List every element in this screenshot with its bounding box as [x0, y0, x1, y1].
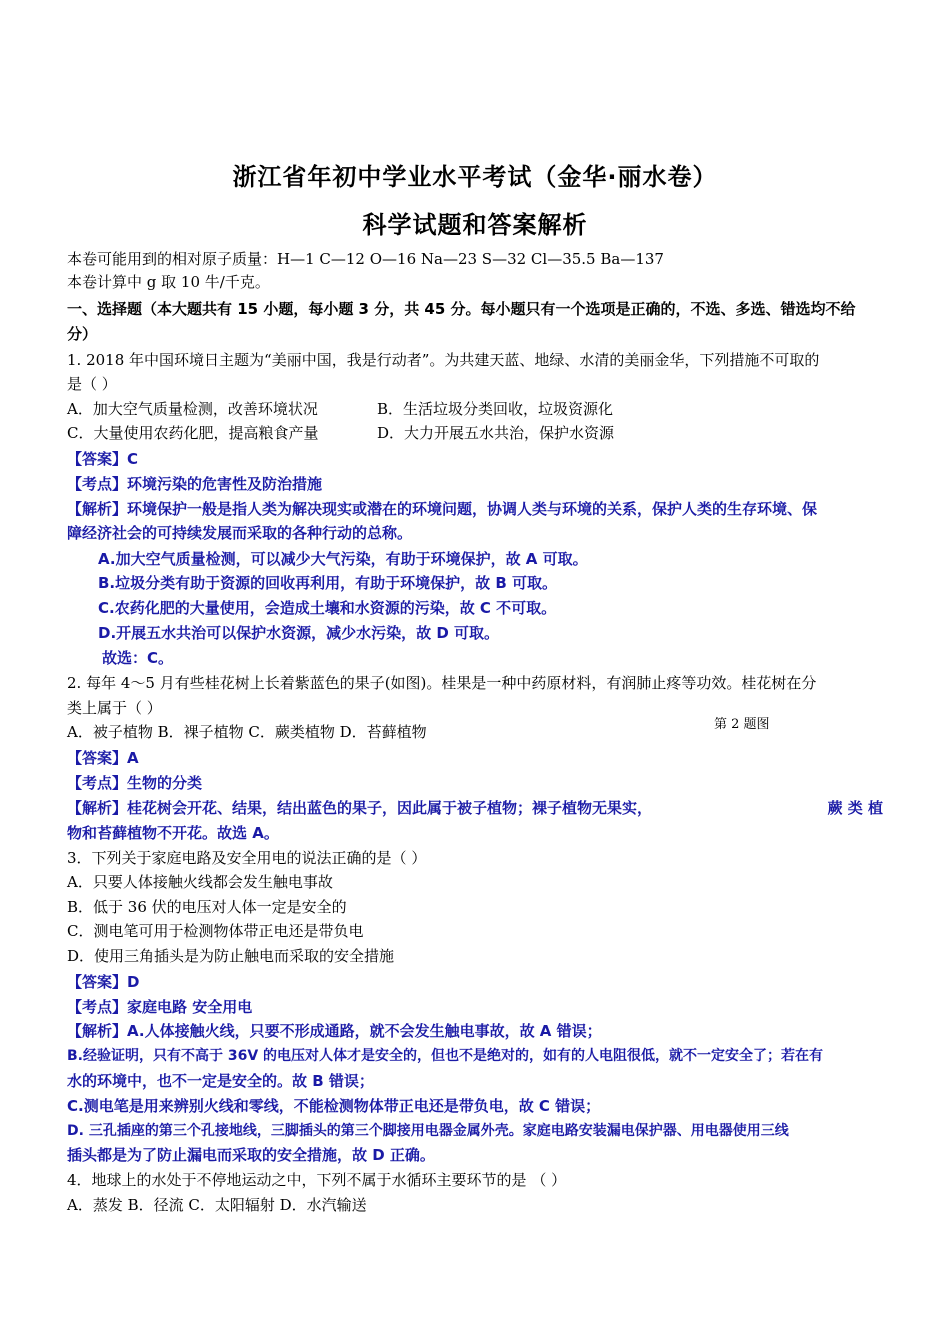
- q2-answer: 【答案】A: [67, 749, 139, 767]
- document-title: 浙江省年初中学业水平考试（金华·丽水卷）: [232, 163, 718, 191]
- q3-analysis-d-line1: D. 三孔插座的第三个孔接地线，三脚插头的第三个脚接用电器金属外壳。家庭电路安装漏电保护器、用电器使用三线: [67, 1123, 789, 1139]
- q1-note-c: C.农药化肥的大量使用，会造成土壤和水资源的污染，故 C 不可取。: [98, 599, 557, 617]
- q2-analysis-line1: [67, 798, 883, 818]
- q2-point: 【考点】生物的分类: [67, 774, 203, 792]
- q3-option-b: B．低于 36 伏的电压对人体一定是安全的: [67, 898, 347, 916]
- section-heading-line1: 一、选择题（本大题共有 15 小题，每小题 3 分，共 45 分。每小题只有一个选项是正确的，不选、多选、错选均不给: [67, 300, 856, 318]
- q1-stem-line1: 1. 2018 年中国环境日主题为“美丽中国，我是行动者”。为共建天蓝、地绿、水清的美丽金华，下列措施不可取的: [67, 351, 820, 369]
- q3-point: 【考点】家庭电路 安全用电: [67, 998, 253, 1016]
- q1-note-d: D.开展五水共治可以保护水资源，减少水污染，故 D 可取。: [98, 624, 500, 642]
- q1-answer: 【答案】C: [67, 450, 139, 468]
- q2-analysis-line1-text: 【解析】桂花树会开花、结果，结出蓝色的果子，因此属于被子植物；裸子植物无果实，: [67, 799, 653, 817]
- q1-note-a: A.加大空气质量检测，可以减少大气污染，有助于环境保护，故 A 可取。: [98, 550, 588, 568]
- q3-analysis-c: C.测电笔是用来辨别火线和零线，不能检测物体带正电还是带负电，故 C 错误；: [67, 1097, 601, 1115]
- document-subtitle: 科学试题和答案解析: [362, 211, 588, 239]
- q1-stem-line2: 是（ ）: [67, 375, 117, 393]
- q1-option-b: B．生活垃圾分类回收，垃圾资源化: [377, 400, 614, 418]
- g-value-note: 本卷计算中 g 取 10 牛/千克。: [67, 273, 270, 291]
- q1-option-c: C．大量使用农药化肥，提高粮食产量: [67, 424, 319, 442]
- q3-analysis-a: 【解析】A.人体接触火线，只要不形成通路，就不会发生触电事故，故 A 错误；: [67, 1022, 602, 1040]
- q3-stem: 3．下列关于家庭电路及安全用电的说法正确的是（ ）: [67, 849, 427, 867]
- q3-option-a: A．只要人体接触火线都会发生触电事故: [67, 873, 333, 891]
- q1-options-row1: [67, 399, 883, 419]
- q2-options: A．被子植物 B．裸子植物 C．蕨类植物 D．苔藓植物: [67, 723, 427, 741]
- q1-option-a: A．加大空气质量检测，改善环境状况: [67, 400, 318, 418]
- q1-point: 【考点】环境污染的危害性及防治措施: [67, 475, 323, 493]
- q4-options: A．蒸发 B．径流 C．太阳辐射 D．水汽输送: [67, 1196, 367, 1214]
- q2-stem-line1: 2. 每年 4～5 月有些桂花树上长着紫蓝色的果子(如图)。桂果是一种中药原材料，有润肺止疼等功效。桂花树在分: [67, 674, 817, 692]
- q4-stem: 4．地球上的水处于不停地运动之中，下列不属于水循环主要环节的是 （ ）: [67, 1171, 567, 1189]
- q3-analysis-b-line1: B.经验证明，只有不高于 36V 的电压对人体才是安全的，但也不是绝对的，如有的人电阻很低，就不一定安全了；若在有: [67, 1048, 824, 1064]
- q1-note-b: B.垃圾分类有助于资源的回收再利用，有助于环境保护，故 B 可取。: [98, 574, 558, 592]
- q3-analysis-d-line2: 插头都是为了防止漏电而采取的安全措施，故 D 正确。: [67, 1146, 435, 1164]
- q1-analysis-line1: 【解析】环境保护一般是指人类为解决现实或潜在的环境问题，协调人类与环境的关系，保护人类的生存环境、保: [67, 500, 818, 518]
- q3-option-c: C．测电笔可用于检测物体带正电还是带负电: [67, 922, 364, 940]
- q1-options-row2: [67, 423, 883, 443]
- q1-choose: 故选：C。: [102, 649, 174, 667]
- q3-analysis-b-line2: 水的环境中，也不一定是安全的。故 B 错误；: [67, 1072, 374, 1090]
- q3-answer: 【答案】D: [67, 973, 140, 991]
- q1-option-d: D．大力开展五水共治，保护水资源: [377, 424, 615, 442]
- section-heading-line2: 分）: [67, 325, 98, 343]
- q3-option-d: D．使用三角插头是为防止触电而采取的安全措施: [67, 947, 395, 965]
- atomic-mass-note: 本卷可能用到的相对原子质量：H—1 C—12 O—16 Na—23 S—32 Cl—35.5 Ba—137: [67, 250, 664, 268]
- q1-analysis-line2: 障经济社会的可持续发展而采取的各种行动的总称。: [67, 524, 413, 542]
- q2-analysis-line1-tail: 蕨 类 植: [827, 799, 883, 817]
- q2-figure-caption: 第 2 题图: [714, 717, 770, 732]
- q2-analysis-line2: 物和苔藓植物不开花。故选 A。: [67, 824, 279, 842]
- q2-stem-line2: 类上属于（ ）: [67, 699, 162, 717]
